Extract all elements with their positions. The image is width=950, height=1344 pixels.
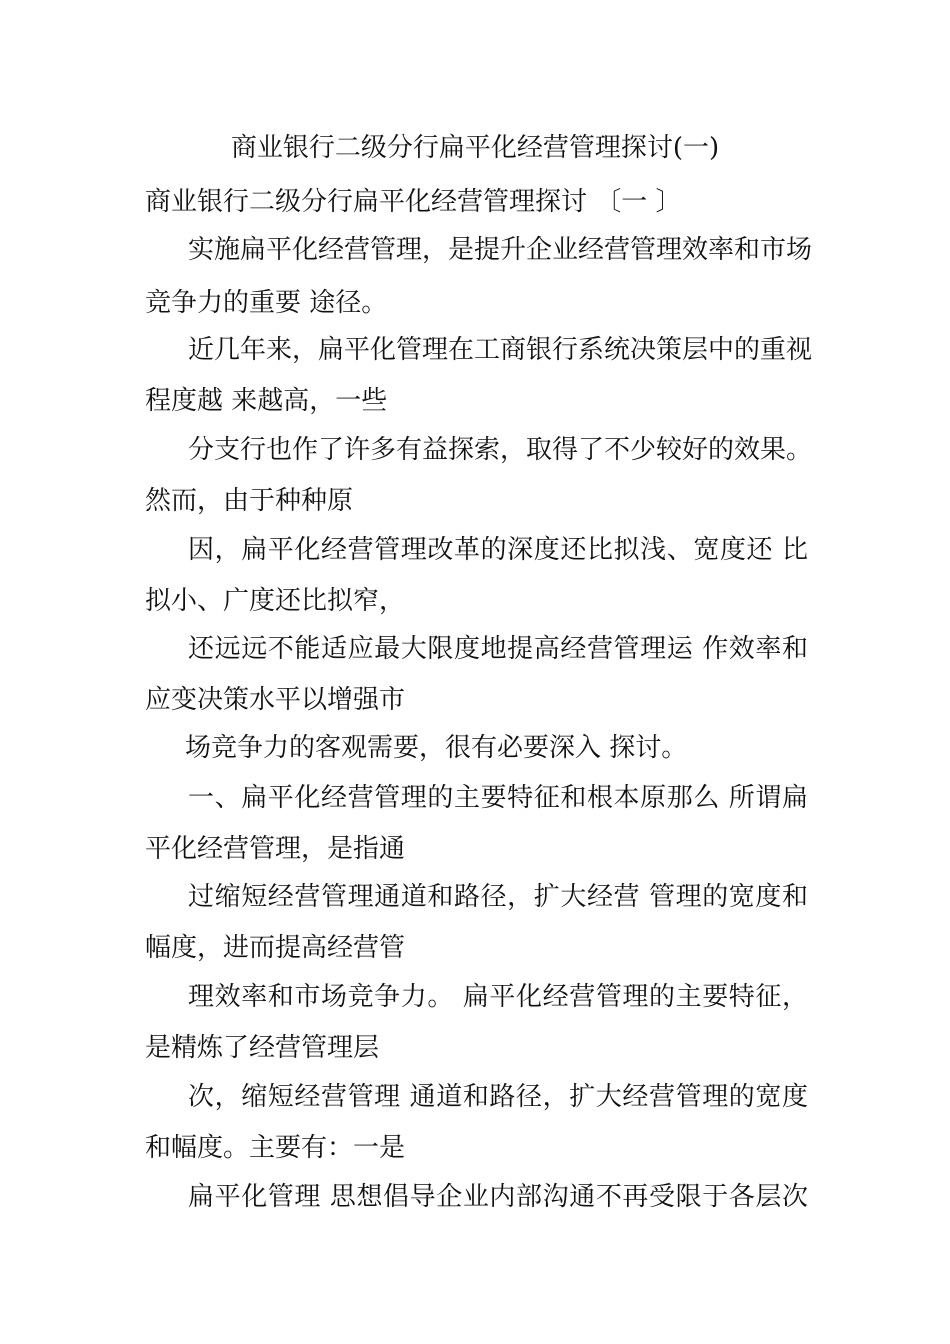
- text-line: 过缩短经营管理通道和路径，扩大经营 管理的宽度和: [188, 882, 808, 912]
- text-line: 竞争力的重要 途径。: [145, 288, 388, 318]
- text-line: 幅度，进而提高经营管: [145, 933, 406, 963]
- text-line: 一、扁平化经营管理的主要特征和根本原那么 所谓扁: [188, 783, 808, 813]
- text-line: 然而，由于种种原: [145, 486, 354, 516]
- text-line: 是精炼了经营管理层: [145, 1033, 380, 1063]
- text-line: 和幅度。主要有：一是: [145, 1133, 406, 1163]
- text-line: 还远远不能适应最大限度地提高经营管理运 作效率和: [188, 634, 808, 664]
- text-line: 理效率和市场竞争力。 扁平化经营管理的主要特征，: [188, 982, 808, 1012]
- text-line: 场竞争力的客观需要，很有必要深入 探讨。: [185, 733, 688, 763]
- document-title: 商业银行二级分行扁平化经营管理探讨(一): [230, 133, 720, 163]
- text-line: 拟小、广度还比拟窄，: [145, 586, 406, 616]
- document-subtitle: 商业银行二级分行扁平化经营管理探讨 〔一 〕: [145, 187, 682, 217]
- text-line: 程度越 来越高，一些: [145, 386, 388, 416]
- text-line: 分支行也作了许多有益探索，取得了不少较好的效果。: [188, 435, 813, 465]
- text-line: 因，扁平化经营管理改革的深度还比拟浅、宽度还 比: [188, 535, 808, 565]
- text-line: 应变决策水平以增强市: [145, 685, 406, 715]
- text-line: 扁平化管理 思想倡导企业内部沟通不再受限于各层次: [188, 1182, 808, 1212]
- text-line: 近几年来，扁平化管理在工商银行系统决策层中的重视: [188, 335, 813, 365]
- text-line: 实施扁平化经营管理，是提升企业经营管理效率和市场: [188, 235, 813, 265]
- text-line: 次，缩短经营管理 通道和路径，扩大经营管理的宽度: [188, 1082, 808, 1112]
- text-line: 平化经营管理，是指通: [145, 834, 406, 864]
